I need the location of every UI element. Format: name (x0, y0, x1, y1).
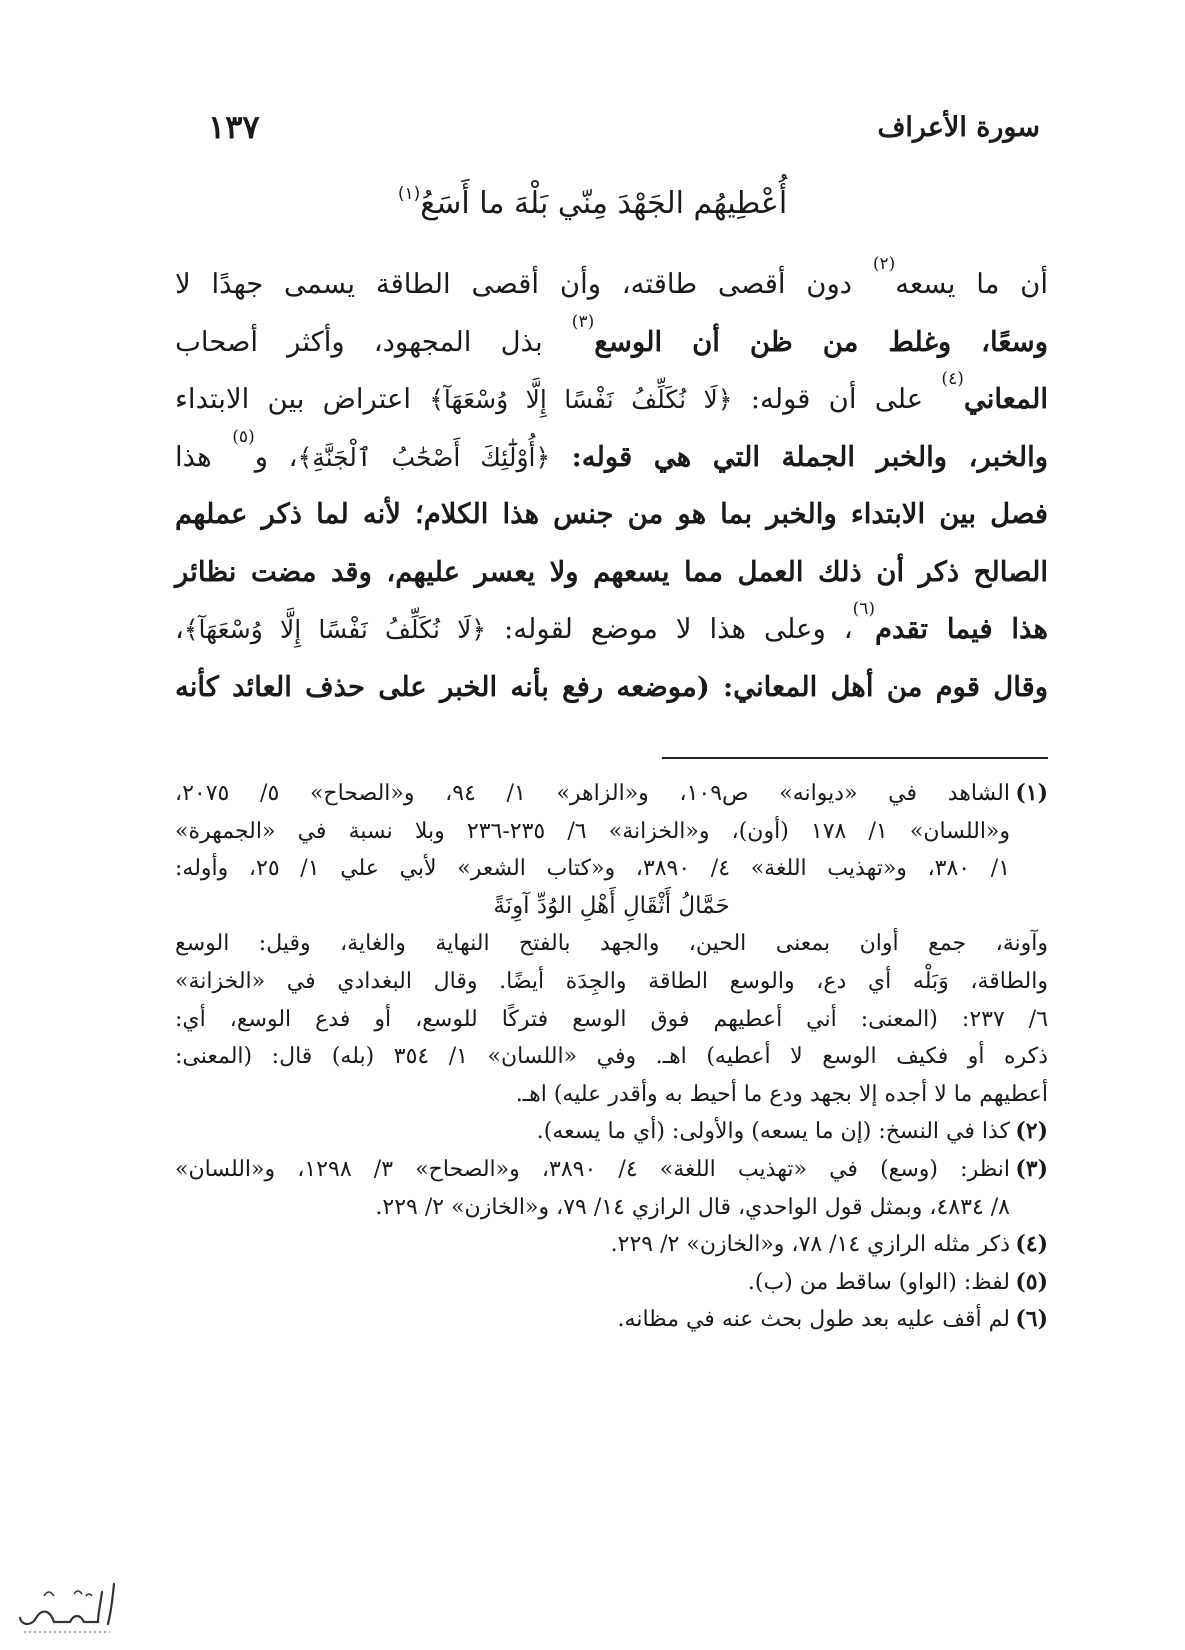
footnote-1 (175, 775, 1048, 925)
footnote-line: و«اللسان» ١/ ١٧٨ (أون)، و«الخزانة» ٦/ ٢٣٥-٢٣٦ وبلا نسبة في «الجمهرة» (175, 818, 1011, 844)
text-line: المعاني$^{(٤)}$ على أن قوله: ﴿لَا نُكَلِّفُ نَفْسًا إِلَّا وُسْعَهَآ﴾ اعتراض بين الابتداء (175, 369, 1048, 415)
footnote-6 (175, 1301, 1048, 1339)
footnote-line: ٨/ ٤٨٣٤، وبمثل قول الواحدي، قال الرازي ١٤/ ٧٩، و«الخازن» ٢/ ٢٢٩. (375, 1194, 1010, 1220)
footnote-5 (175, 1264, 1048, 1302)
verse-text: أُعْطِيهُم الجَهْدَ مِنّي بَلْهَ ما أَسَعُ (420, 186, 788, 221)
footnote-number: (٣) (1015, 1155, 1048, 1182)
footnote-line: ذكره أو فكيف الوسع لا أعطيه) اهـ. وفي «اللسان» ١/ ٣٥٤ (بله) قال: (المعنى: (175, 1044, 1048, 1070)
footnote-number: (٤) (1015, 1231, 1048, 1258)
footnote-line: ١/ ٣٨٠، و«تهذيب اللغة» ٤/ ٣٨٩٠، و«كتاب الشعر» لأبي علي ١/ ٢٥، وأوله: (175, 856, 1011, 882)
quran-quote: ﴿لَا نُكَلِّفُ نَفْسًا إِلَّا وُسْعَهَآ﴾ (183, 615, 487, 644)
quran-quote: ﴿لَا نُكَلِّفُ نَفْسًا إِلَّا وُسْعَهَآ﴾ (429, 385, 733, 414)
footnote-number: (٦) (1015, 1306, 1048, 1333)
footnote-line: لفظ: (الواو) ساقط من (ب). (747, 1269, 1010, 1295)
poetry-verse (0, 186, 1185, 221)
page-header (150, 108, 1040, 152)
text-line: هذا فيما تقدم$^{(٦)}$، وعلى هذا لا موضع لقوله: ﴿لَا نُكَلِّفُ نَفْسًا إِلَّا وُسْعَهَآ﴾، (175, 599, 1048, 645)
publisher-logo (14, 1574, 124, 1642)
footnote-number: (٥) (1015, 1268, 1048, 1295)
footnote-line: انظر: (وسع) في «تهذيب اللغة» ٤/ ٣٨٩٠، و«الصحاح» ٣/ ١٢٩٨، و«اللسان» (175, 1156, 1010, 1182)
footnote-divider (662, 757, 1048, 759)
page-number: ١٣٧ (208, 108, 260, 146)
text-line: أن ما يسعه$^{(٢)}$ دون أقصى طاقته، وأن أقصى الطاقة يسمى جهدًا لا (175, 254, 1048, 300)
footnote-ref: (٦) (852, 599, 876, 619)
footnote-verse: حَمَّالُ أَثْقَالِ أَهْلِ الوُدِّ آوِنَةً (493, 892, 730, 919)
footnotes (175, 775, 1048, 1339)
footnote-line: ٦/ ٢٣٧: (المعنى: أني أعطيهم فوق الوسع فتركًا للوسع، أو فدع الوسع، أي: (175, 1006, 1049, 1032)
footnote-line: والطاقة، وَبَلْه أي دع، والوسع الطاقة والجِدَة أيضًا. وقال البغدادي في «الخزانة» (175, 968, 1048, 994)
quran-quote: ﴿أُوْلَٰٓئِكَ أَصْحَٰبُ ٱلْجَنَّةِ﴾ (297, 442, 551, 472)
footnote-line: وآونة، جمع أوان بمعنى الحين، والجهد بالفتح النهاية والغاية، وقيل: الوسع (175, 931, 1048, 957)
footnote-line: لم أقف عليه بعد طول بحث عنه في مظانه. (617, 1307, 1010, 1333)
text-line: وسعًا، وغلط من ظن أن الوسع$^{(٣)}$ بذل المجهود، وأكثر أصحاب (175, 311, 1049, 358)
footnote-line: أعطيهم ما لا أجده إلا بجهد ودع ما أحيط به وأقدر عليه) اهـ. (515, 1081, 1048, 1107)
footnote-ref: (٤) (941, 369, 964, 389)
text-line: وقال قوم من أهل المعاني: (موضعه رفع بأنه الخبر على حذف العائد كأنه (175, 670, 1048, 703)
footnote-number: (١) (1015, 780, 1048, 806)
surah-title: سورة الأعراف (877, 112, 1040, 143)
footnote-ref: (٣) (571, 311, 595, 332)
footnote-ref: (٢) (872, 254, 896, 274)
footnote-4 (175, 1226, 1048, 1264)
footnote-3 (175, 1151, 1048, 1226)
text-line: فصل بين الابتداء والخبر بما هو من جنس هذا الكلام؛ لأنه لما ذكر عملهم (175, 498, 1048, 530)
footnote-line: كذا في النسخ: (إن ما يسعه) والأولى: (أي ما يسعه). (536, 1119, 1010, 1145)
footnote-ref: (٥) (232, 426, 255, 447)
footnote-line: الشاهد في «ديوانه» ص١٠٩، و«الزاهر» ١/ ٩٤، و«الصحاح» ٥/ ٢٠٧٥، (175, 781, 1010, 806)
footnote-2 (175, 1113, 1048, 1151)
text-line: والخبر، والخبر الجملة التي هي قوله: ﴿أُوْلَٰٓئِكَ أَصْحَٰبُ ٱلْجَنَّةِ﴾، و$^{(٥)}$ هذا (175, 426, 1049, 473)
footnote-line: ذكر مثله الرازي ١٤/ ٧٨، و«الخازن» ٢/ ٢٢٩. (610, 1232, 1010, 1258)
footnote-number: (٢) (1015, 1118, 1048, 1145)
text-line: الصالح ذكر أن ذلك العمل مما يسعهم ولا يعسر عليهم، وقد مضت نظائر (175, 555, 1048, 588)
footnote-ref: (١) (397, 184, 421, 204)
main-text (175, 256, 1048, 716)
